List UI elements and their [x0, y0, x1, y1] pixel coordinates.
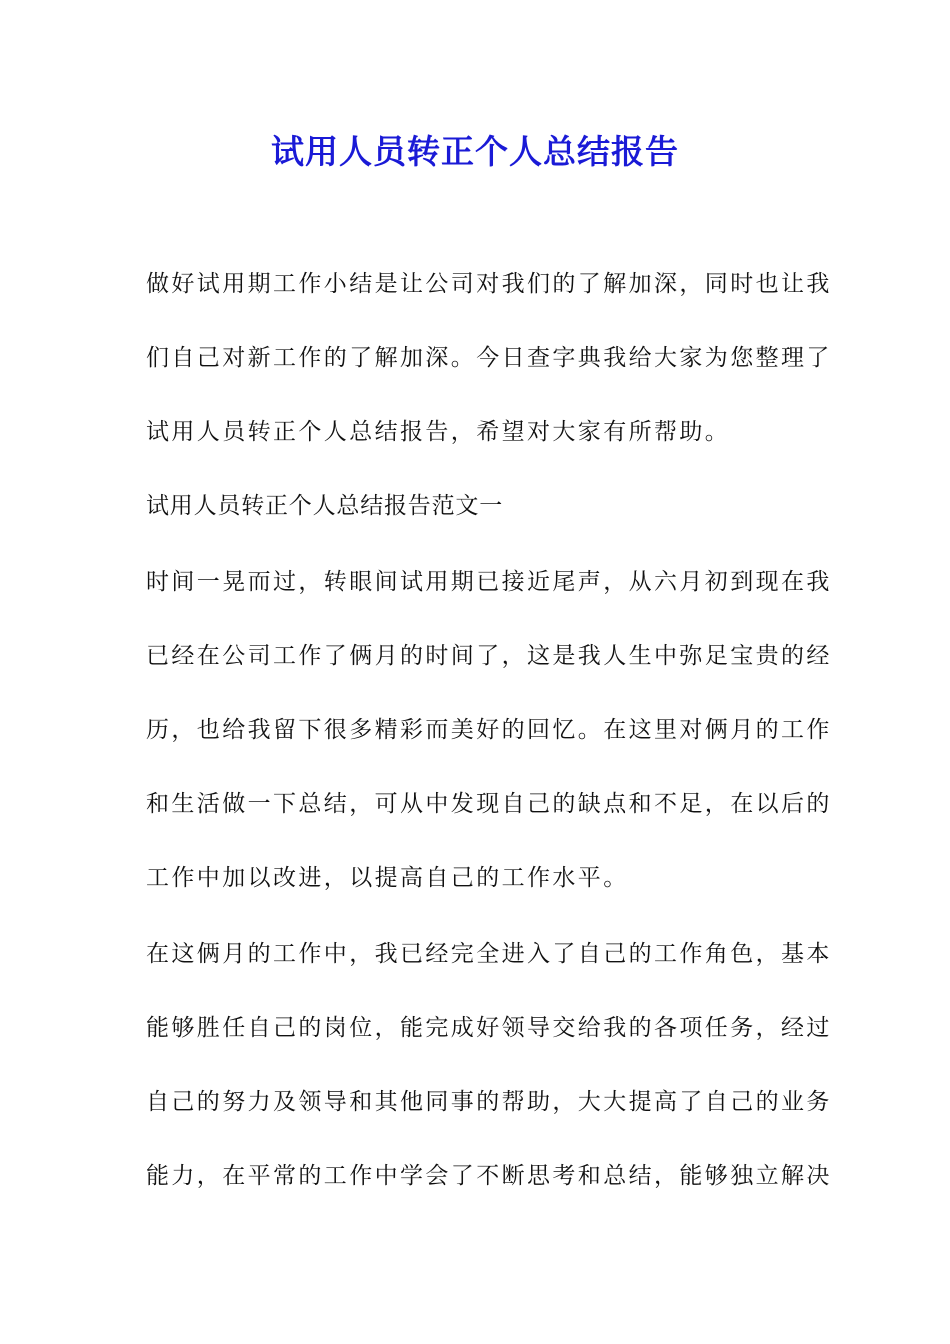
- body-line: 试用人员转正个人总结报告，希望对大家有所帮助。: [146, 419, 731, 445]
- body-line: 在这俩月的工作中，我已经完全进入了自己的工作角色，基本: [146, 941, 832, 967]
- body-line: 已经在公司工作了俩月的时间了，这是我人生中弥足宝贵的经: [146, 643, 832, 669]
- body-line: 工作中加以改进，以提高自己的工作水平。: [146, 865, 629, 891]
- body-line: 们自己对新工作的了解加深。今日查字典我给大家为您整理了: [146, 345, 832, 371]
- body-line: 时间一晃而过，转眼间试用期已接近尾声，从六月初到现在我: [146, 569, 832, 595]
- body-line: 历，也给我留下很多精彩而美好的回忆。在这里对俩月的工作: [146, 717, 832, 743]
- body-line: 做好试用期工作小结是让公司对我们的了解加深，同时也让我: [146, 271, 832, 297]
- body-line: 自己的努力及领导和其他同事的帮助，大大提高了自己的业务: [146, 1089, 832, 1115]
- section-heading: 试用人员转正个人总结报告范文一: [146, 493, 503, 519]
- body-line: 能力，在平常的工作中学会了不断思考和总结，能够独立解决: [146, 1163, 832, 1189]
- document-title: 试用人员转正个人总结报告: [271, 132, 679, 171]
- body-line: 能够胜任自己的岗位，能完成好领导交给我的各项任务，经过: [146, 1015, 832, 1041]
- body-line: 和生活做一下总结，可从中发现自己的缺点和不足，在以后的: [146, 791, 832, 817]
